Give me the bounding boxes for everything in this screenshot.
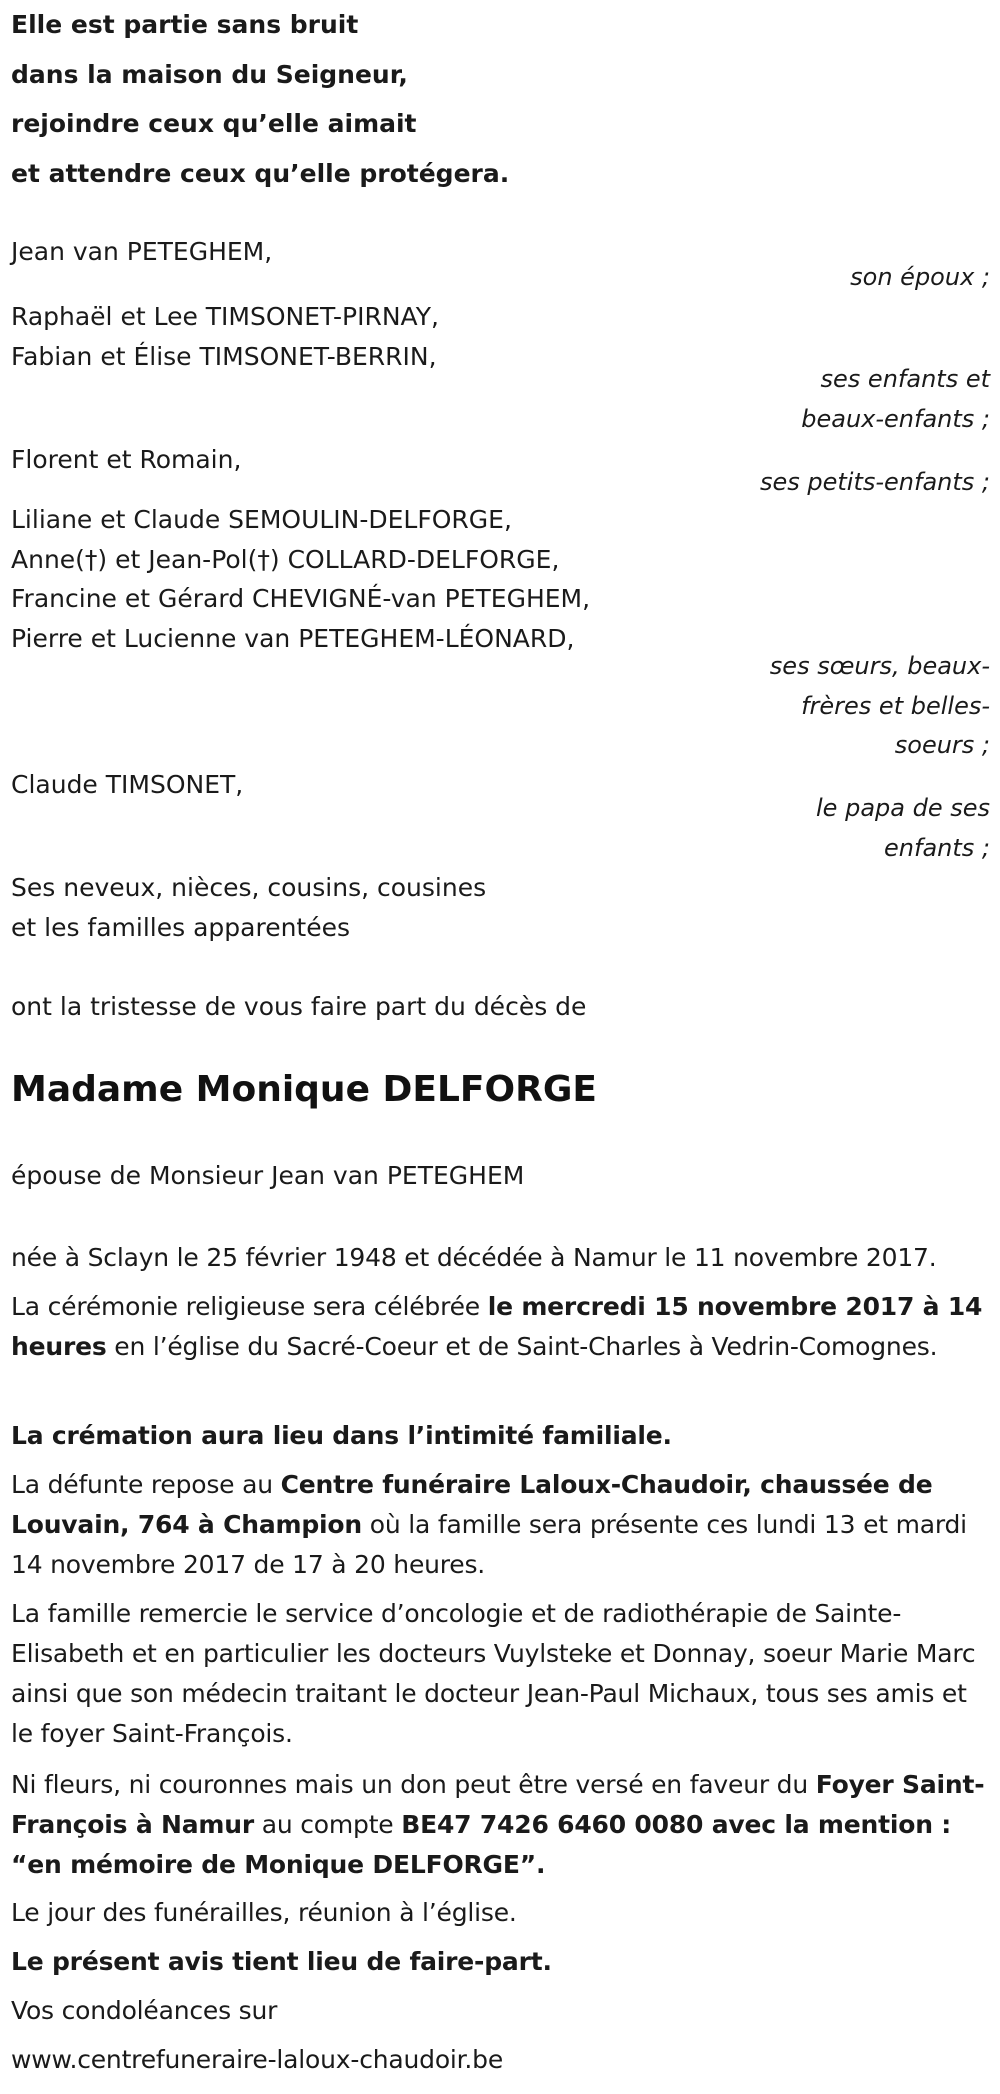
family-role-father-of-children bbox=[690, 789, 990, 868]
family-role-spouse bbox=[690, 258, 990, 298]
poem-line: dans la maison du Seigneur, bbox=[11, 59, 408, 89]
family-name: Claude TIMSONET, bbox=[11, 770, 244, 799]
family-name: Anne(†) et Jean-Pol(†) COLLARD-DELFORGE, bbox=[11, 544, 560, 574]
family-name: Jean van PETEGHEM, bbox=[11, 237, 273, 266]
condolences-paragraph bbox=[11, 1991, 991, 2031]
donation-prefix: Ni fleurs, ni couronnes mais un don peut être versé en faveur du bbox=[11, 1770, 816, 1799]
family-name: Pierre et Lucienne van PETEGHEM-LÉONARD, bbox=[11, 623, 575, 653]
role-line: soeurs ; bbox=[894, 731, 990, 759]
reunion-paragraph bbox=[11, 1893, 991, 1933]
donation-paragraph bbox=[11, 1765, 991, 1885]
ceremony-paragraph bbox=[11, 1287, 991, 1367]
ceremony-suffix: en l’église du Sacré-Coeur et de Saint-Charles à Vedrin-Comognes. bbox=[106, 1332, 938, 1361]
poem-line: et attendre ceux qu’elle protégera. bbox=[11, 158, 510, 188]
cremation-bold: La crémation aura lieu dans l’intimité familiale. bbox=[11, 1421, 672, 1450]
family-role-grandchildren bbox=[690, 463, 990, 503]
notice-paragraph bbox=[11, 1942, 991, 1982]
deceased-name: Madame Monique DELFORGE bbox=[11, 1069, 597, 1110]
ceremony-text bbox=[11, 1287, 991, 1367]
role-line: son époux ; bbox=[850, 263, 990, 291]
condolences-label: Vos condoléances sur bbox=[11, 1996, 278, 2025]
donation-text bbox=[11, 1765, 991, 1885]
poem-line: rejoindre ceux qu’elle aimait bbox=[11, 109, 417, 138]
role-line: frères et belles- bbox=[801, 691, 990, 720]
rest-prefix: La défunte repose au bbox=[11, 1470, 281, 1499]
family-name: Florent et Romain, bbox=[11, 445, 242, 474]
family-name: Ses neveux, nièces, cousins, cousines bbox=[11, 873, 487, 902]
family-name: Francine et Gérard CHEVIGNÉ-van PETEGHEM, bbox=[11, 584, 591, 613]
role-line: ses petits-enfants ; bbox=[759, 468, 990, 496]
birth-death-text: née à Sclayn le 25 février 1948 et décédée à Namur le 11 novembre 2017. bbox=[11, 1243, 937, 1272]
thanks-text: La famille remercie le service d’oncologie et de radiothérapie de Sainte-Elisabeth et en particulier les docteurs Vuylsteke et Donnay, soeur Marie Marc ainsi que son médecin traitant le docteur Jean-Paul Michaux, tous ses amis et le foyer Saint-François. bbox=[11, 1599, 976, 1748]
spouse-text: épouse de Monsieur Jean van PETEGHEM bbox=[11, 1161, 525, 1190]
opening-poem bbox=[11, 0, 991, 198]
thanks-paragraph bbox=[11, 1594, 991, 1754]
role-line: le papa de ses bbox=[816, 794, 990, 822]
poem-line: Elle est partie sans bruit bbox=[11, 10, 359, 39]
family-name: Fabian et Élise TIMSONET-BERRIN, bbox=[11, 341, 437, 371]
cremation-text bbox=[11, 1416, 991, 1456]
donation-org: Foyer Saint-François à Namur bbox=[11, 1770, 985, 1839]
website-paragraph bbox=[11, 2040, 991, 2080]
website-link[interactable]: www.centrefuneraire-laloux-chaudoir.be bbox=[11, 2045, 504, 2074]
family-name: Liliane et Claude SEMOULIN-DELFORGE, bbox=[11, 505, 512, 534]
birth-death-paragraph bbox=[11, 1238, 991, 1278]
rest-paragraph bbox=[11, 1465, 991, 1585]
rest-suffix: où la famille sera présente ces lundi 13 et mardi 14 novembre 2017 de 17 à 20 heures. bbox=[11, 1510, 967, 1579]
deceased-spouse bbox=[11, 1156, 991, 1196]
role-line: ses enfants et bbox=[820, 365, 990, 393]
ceremony-prefix: La cérémonie religieuse sera célébrée bbox=[11, 1292, 488, 1321]
role-line: beaux-enfants ; bbox=[801, 404, 990, 433]
rest-place: Centre funéraire Laloux-Chaudoir, chaussée de Louvain, 764 à Champion bbox=[11, 1470, 933, 1539]
announcement-text: ont la tristesse de vous faire part du décès de bbox=[11, 992, 587, 1021]
family-name: Raphaël et Lee TIMSONET-PIRNAY, bbox=[11, 302, 439, 331]
role-line: ses sœurs, beaux- bbox=[769, 652, 990, 680]
rest-text bbox=[11, 1465, 991, 1585]
family-role-children bbox=[690, 360, 990, 439]
family-group-siblings bbox=[11, 500, 991, 658]
family-group-extended bbox=[11, 868, 991, 947]
family-name: et les familles apparentées bbox=[11, 912, 351, 942]
announcement bbox=[11, 987, 991, 1027]
reunion-text: Le jour des funérailles, réunion à l’église. bbox=[11, 1898, 517, 1927]
donation-account: BE47 7426 6460 0080 avec la mention : “en mémoire de Monique DELFORGE”. bbox=[11, 1810, 952, 1879]
notice-text bbox=[11, 1942, 991, 1982]
cremation-paragraph bbox=[11, 1416, 991, 1456]
notice-bold: Le présent avis tient lieu de faire-part. bbox=[11, 1947, 552, 1976]
role-line: enfants ; bbox=[884, 833, 990, 862]
donation-middle: au compte bbox=[253, 1810, 402, 1839]
ceremony-date: le mercredi 15 novembre 2017 à 14 heures bbox=[11, 1292, 983, 1361]
family-role-siblings bbox=[690, 647, 990, 766]
